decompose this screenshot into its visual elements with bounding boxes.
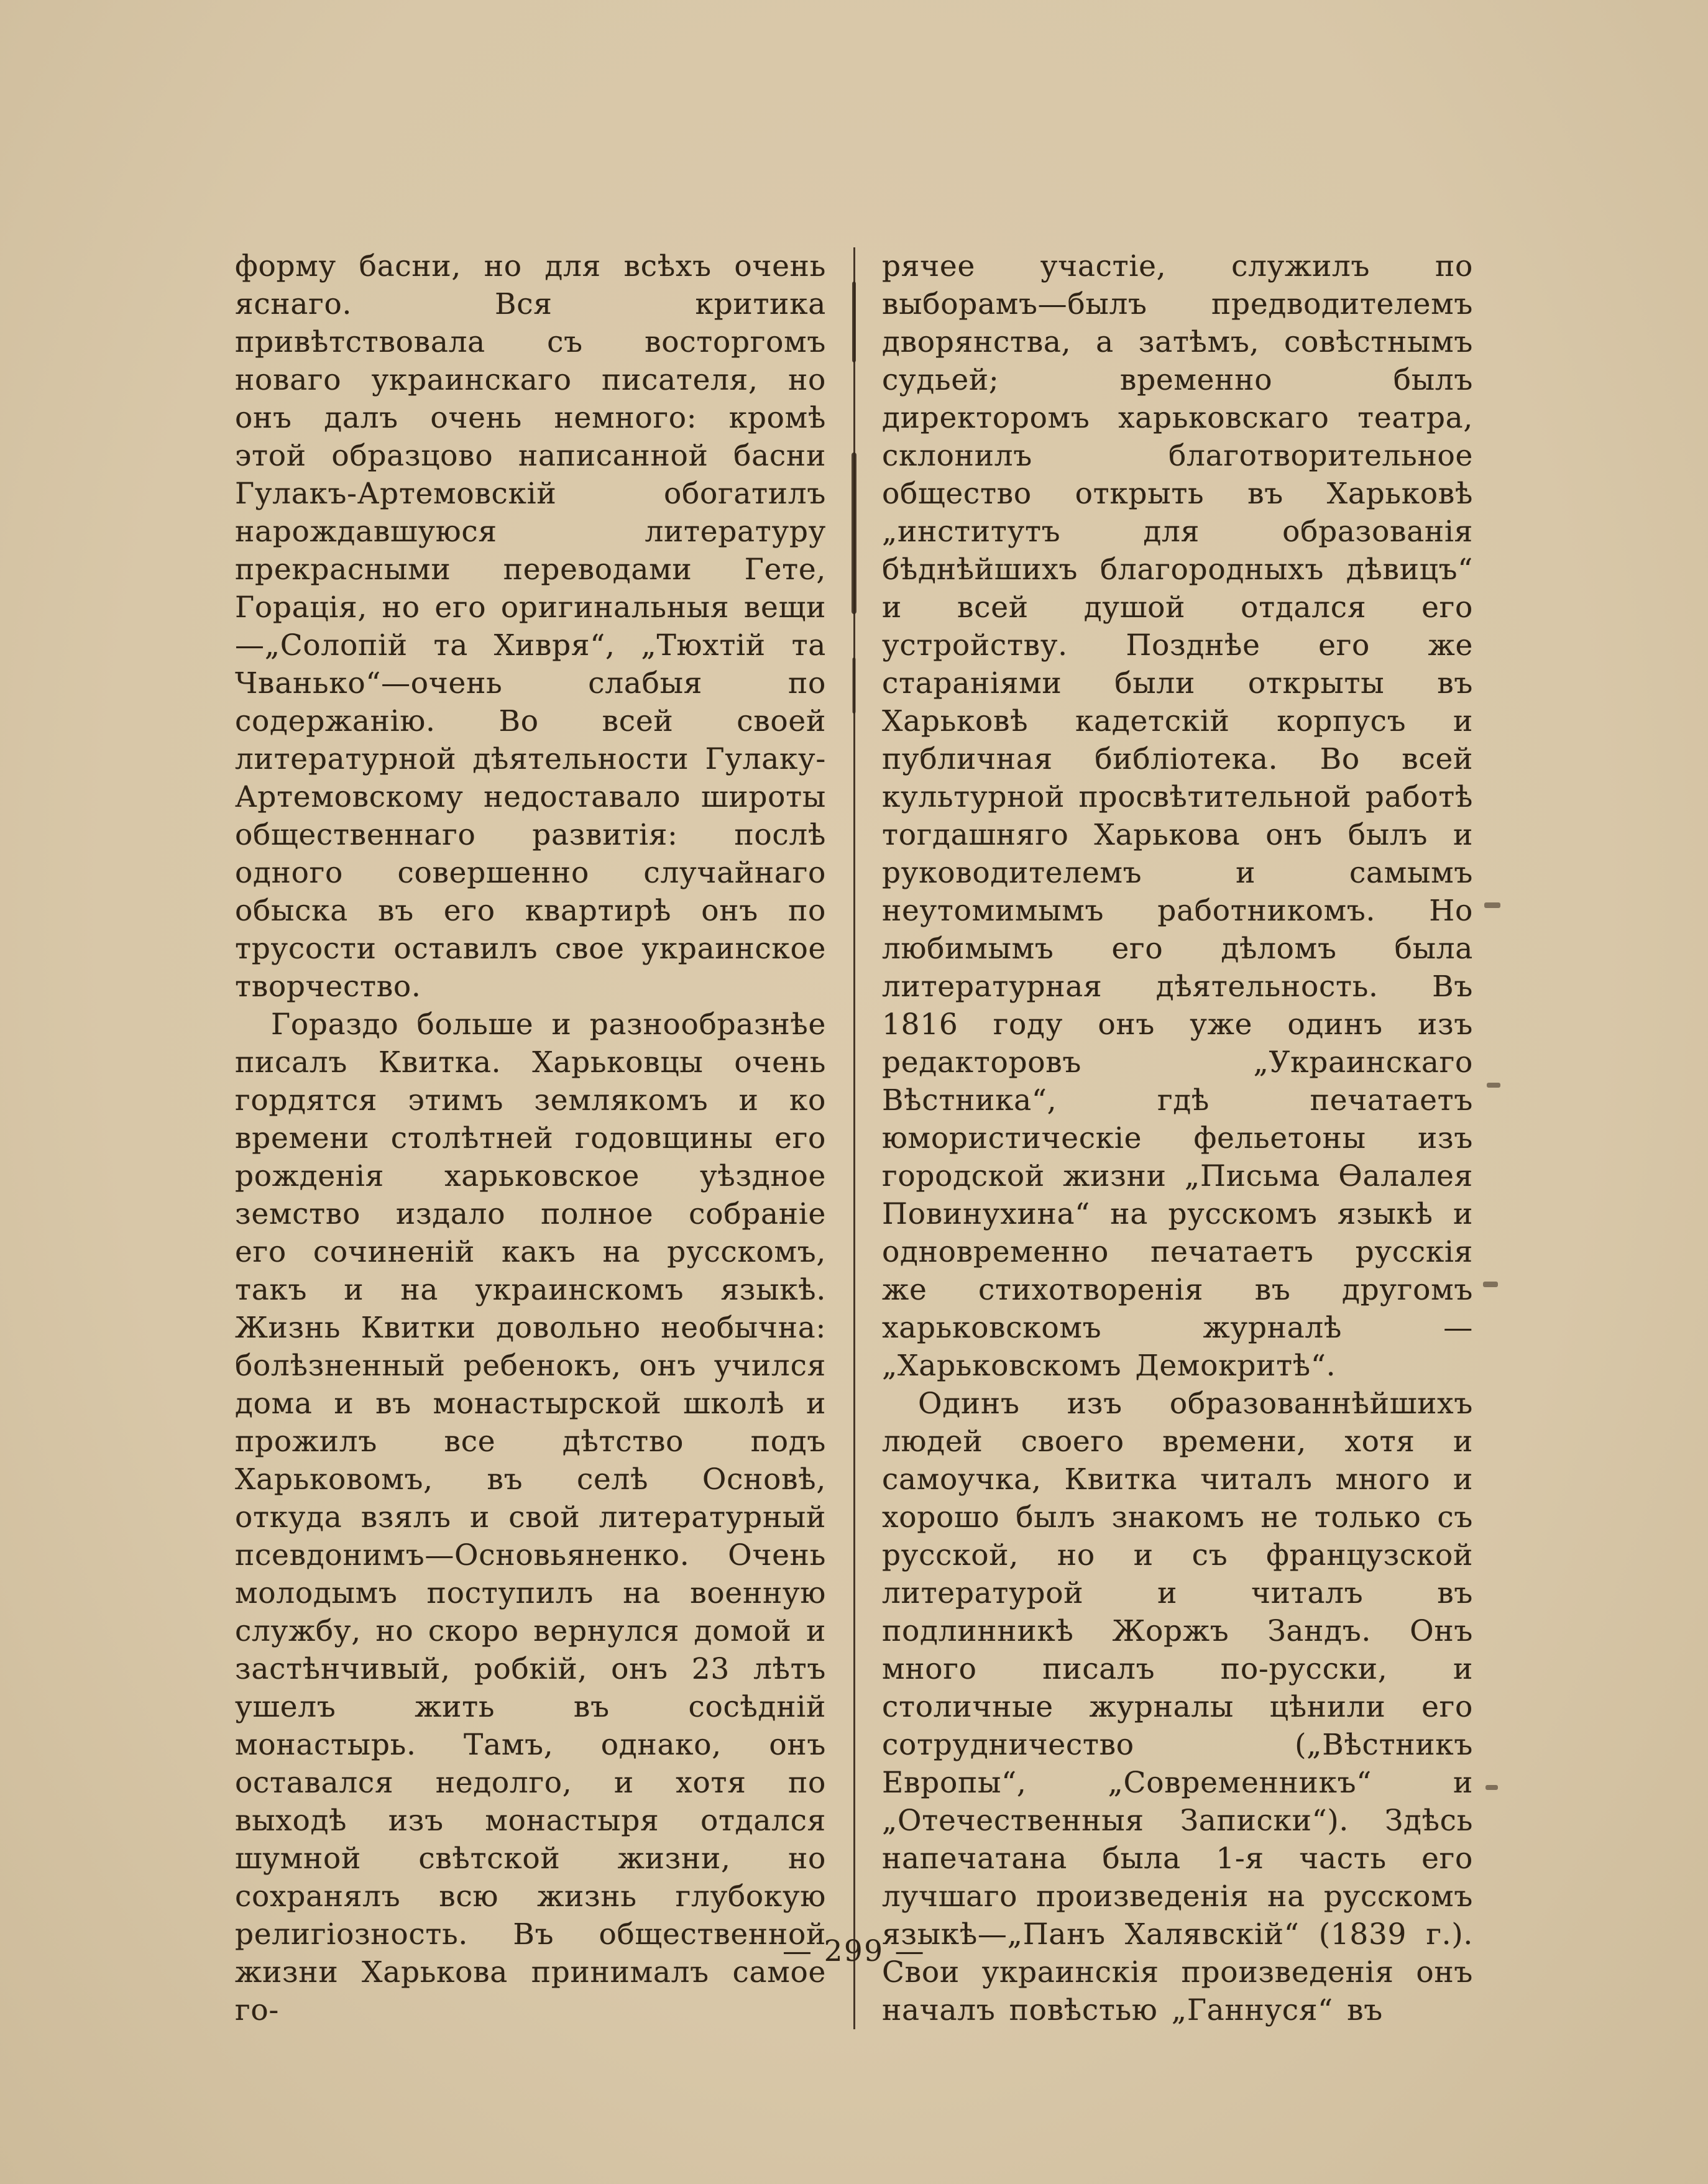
page-number: — 299 — — [782, 1934, 926, 1968]
scan-artifact — [853, 658, 856, 713]
scan-artifact — [1484, 902, 1500, 908]
scan-artifact — [852, 282, 856, 362]
column-gutter — [826, 247, 882, 2029]
left-column — [235, 247, 826, 2029]
paragraph: форму басни, но для всѣхъ очень яснаго. Вся критика привѣтствовала съ восторгомъ новаго украинскаго писателя, но онъ далъ очень немного: кромѣ этой образцово написанной басни Гулакъ-Артемовскій обогатилъ нарождавшуюся литературу прекрасными переводами Гете, Горація, но его оригинальныя вещи—„Солопій та Хивря“, „Тюхтій та Чванько“—очень слабыя по содержанію. Во всей своей литературной дѣятельности Гулаку-Артемовскому недоставало широты общественнаго развитія: послѣ одного совершенно случайнаго обыска въ его квартирѣ онъ по трусости оставилъ свое украинское творчество. — [235, 249, 826, 1004]
paragraph: рячее участіе, служилъ по выборамъ—былъ предводителемъ дворянства, а затѣмъ, совѣстнымъ судьей; временно былъ директоромъ харьковскаго театра, склонилъ благотворительное общество открыть въ Харьковѣ „институтъ для образованія бѣднѣйшихъ благородныхъ дѣвицъ“ и всей душой отдался его устройству. Позднѣе его же стараніями были открыты въ Харьковѣ кадетскій корпусъ и публичная библіотека. Во всей культурной просвѣтительной работѣ тогдашняго Харькова онъ былъ и руководителемъ и самымъ неутомимымъ работникомъ. Но любимымъ его дѣломъ была литературная дѣятельность. Въ 1816 году онъ уже одинъ изъ редакторовъ „Украинскаго Вѣстника“, гдѣ печатаетъ юмористическіе фельетоны изъ городской жизни „Письма Ѳалалея Повинухина“ на русскомъ языкѣ и одновременно печатаетъ русскія же стихотворенія въ другомъ харьковскомъ журналѣ — „Харьковскомъ Демокритѣ“. — [882, 249, 1473, 1383]
scan-artifact — [1485, 1785, 1498, 1790]
text-block — [235, 247, 1473, 2029]
right-column — [882, 247, 1473, 2029]
scan-artifact — [1483, 1282, 1498, 1287]
paragraph: Одинъ изъ образованнѣйшихъ людей своего времени, хотя и самоучка, Квитка читалъ много и хорошо былъ знакомъ не только съ русской, но и съ французской литературой и читалъ въ подлинникѣ Жоржъ Зандъ. Онъ много писалъ по-русски, и столичные журналы цѣнили его сотрудничество („Вѣстникъ Европы“, „Современникъ“ и „Отечественныя Записки“). Здѣсь напечатана была 1-я часть его лучшаго произведенія на русскомъ языкѣ—„Панъ Халявскій“ (1839 г.). Свои украинскія произведенія онъ началъ повѣстью „Ганнуся“ въ — [882, 1387, 1473, 2027]
paragraph: Гораздо больше и разнообразнѣе писалъ Квитка. Харьковцы очень гордятся этимъ землякомъ и ко времени столѣтней годовщины его рожденія харьковское уѣздное земство издало полное собраніе его сочиненій какъ на русскомъ, такъ и на украинскомъ языкѣ. Жизнь Квитки довольно необычна: болѣзненный ребенокъ, онъ учился дома и въ монастырской школѣ и прожилъ все дѣтство подъ Харьковомъ, въ селѣ Основѣ, откуда взялъ и свой литературный псевдонимъ—Основьяненко. Очень молодымъ поступилъ на военную службу, но скоро вернулся домой и застѣнчивый, робкій, онъ 23 лѣтъ ушелъ жить въ сосѣдній монастырь. Тамъ, однако, онъ оставался недолго, и хотя по выходѣ изъ монастыря отдался шумной свѣтской жизни, но сохранялъ всю жизнь глубокую религіозность. Въ общественной жизни Харькова принималъ самое го- — [235, 1007, 826, 2027]
scan-artifact — [852, 452, 856, 614]
scan-artifact — [1487, 1083, 1500, 1088]
